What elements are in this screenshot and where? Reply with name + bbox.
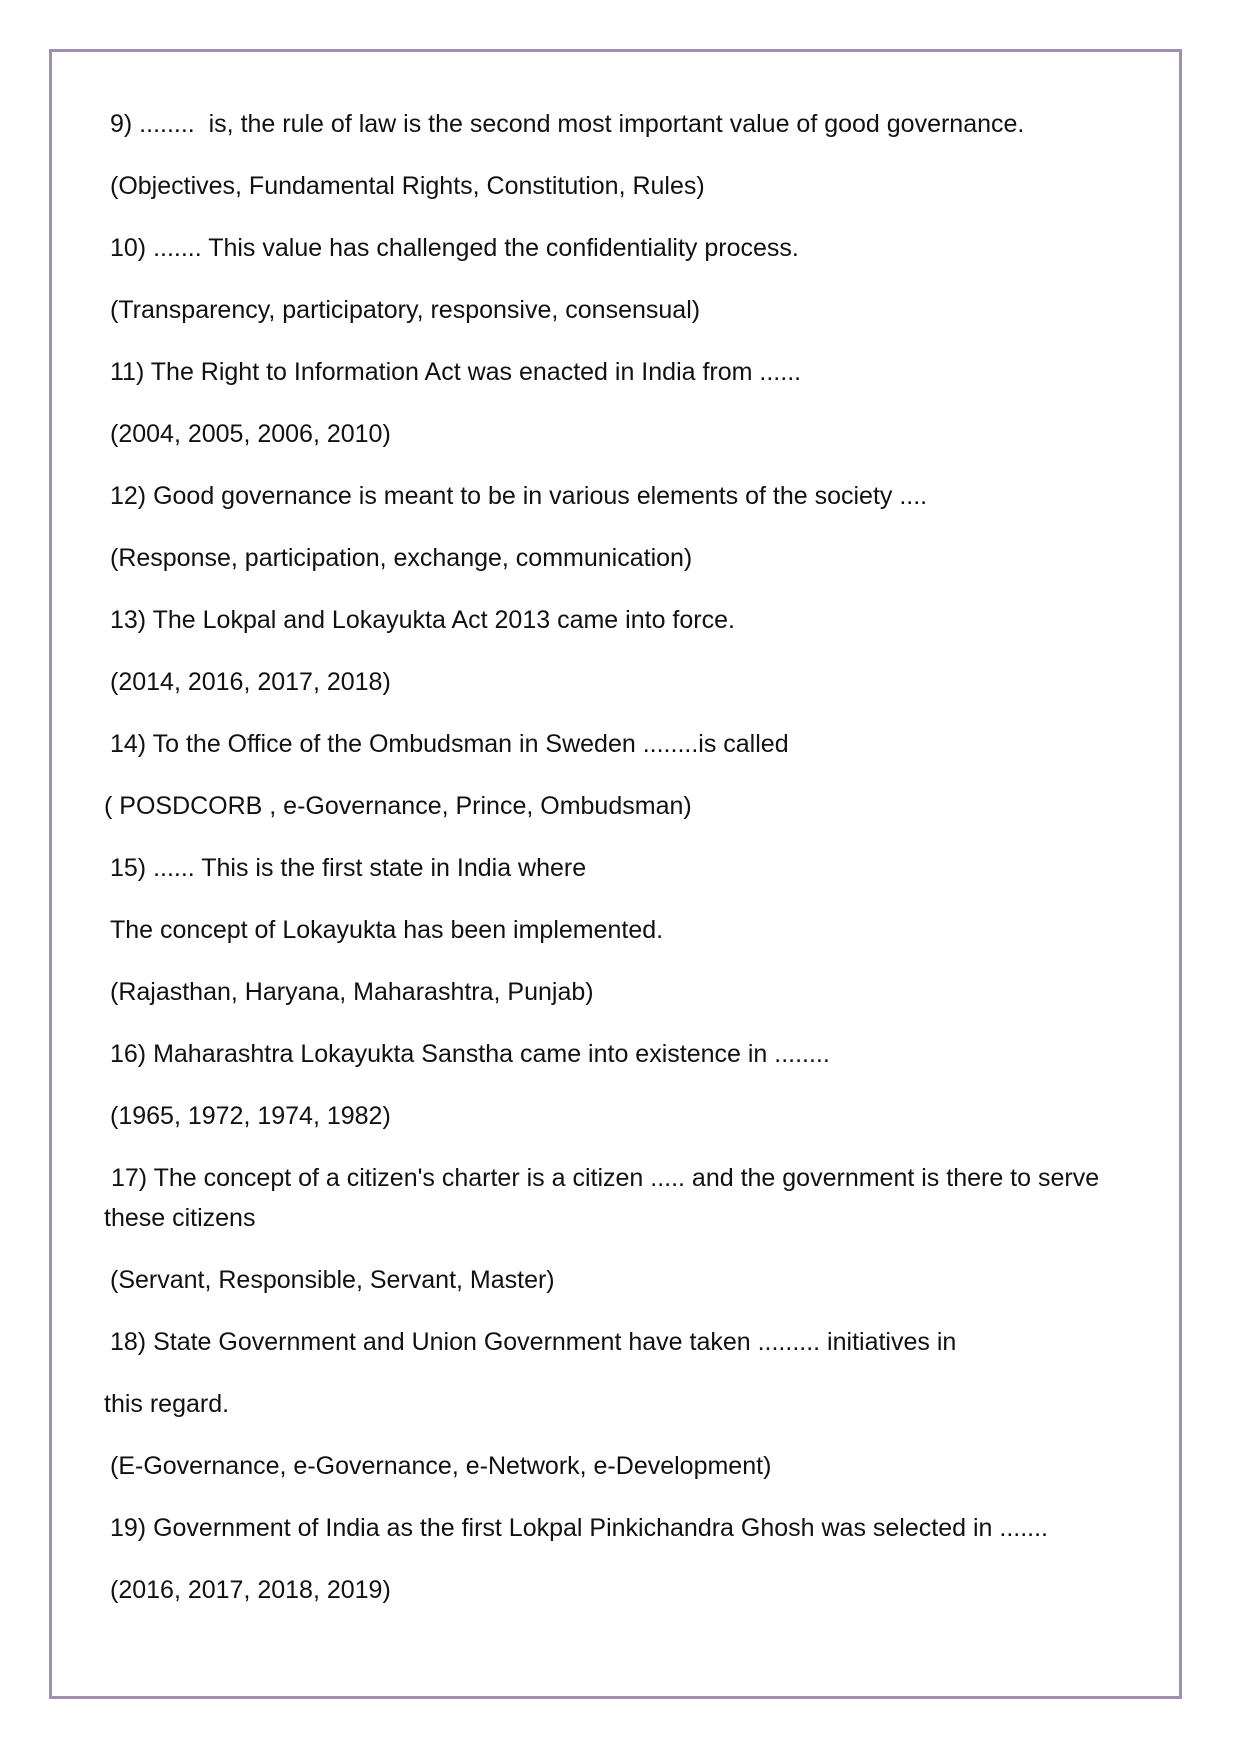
options-14: ( POSDCORB , e-Governance, Prince, Ombudsman): [104, 792, 692, 820]
options-12: (Response, participation, exchange, communication): [110, 544, 693, 572]
question-9: 9) ........ is, the rule of law is the second most important value of good governance.: [110, 110, 1025, 138]
options-19: (2016, 2017, 2018, 2019): [110, 1576, 391, 1604]
question-10: 10) ....... This value has challenged the confidentiality process.: [110, 234, 799, 262]
question-13: 13) The Lokpal and Lokayukta Act 2013 came into force.: [110, 606, 735, 634]
question-17: 17) The concept of a citizen's charter is a citizen ..... and the government is there to serve these citizens: [104, 1164, 1107, 1232]
document-body: [104, 104, 1124, 1632]
question-18-continued: this regard.: [104, 1390, 230, 1418]
options-9: (Objectives, Fundamental Rights, Constitution, Rules): [110, 172, 705, 200]
options-15: (Rajasthan, Haryana, Maharashtra, Punjab): [110, 978, 594, 1006]
question-18: 18) State Government and Union Government have taken ......... initiatives in: [110, 1328, 957, 1356]
options-10: (Transparency, participatory, responsive, consensual): [110, 296, 701, 324]
options-17: (Servant, Responsible, Servant, Master): [110, 1266, 555, 1294]
question-15: 15) ...... This is the first state in India where: [110, 854, 587, 882]
question-12: 12) Good governance is meant to be in various elements of the society ....: [110, 482, 928, 510]
question-19: 19) Government of India as the first Lokpal Pinkichandra Ghosh was selected in .......: [110, 1514, 1048, 1542]
options-18: (E-Governance, e-Governance, e-Network, e-Development): [110, 1452, 772, 1480]
question-16: 16) Maharashtra Lokayukta Sanstha came into existence in ........: [110, 1040, 830, 1068]
question-11: 11) The Right to Information Act was enacted in India from ......: [110, 358, 802, 386]
options-11: (2004, 2005, 2006, 2010): [110, 420, 391, 448]
question-14: 14) To the Office of the Ombudsman in Sweden ........is called: [110, 730, 789, 758]
options-16: (1965, 1972, 1974, 1982): [110, 1102, 391, 1130]
options-13: (2014, 2016, 2017, 2018): [110, 668, 391, 696]
question-15-continued: The concept of Lokayukta has been implemented.: [110, 916, 664, 944]
